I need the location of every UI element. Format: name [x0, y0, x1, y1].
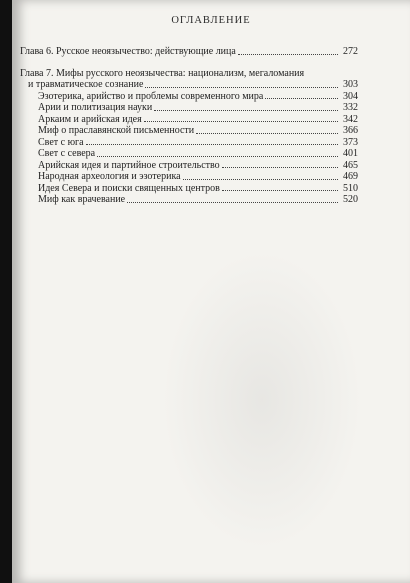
book-page — [12, 0, 410, 583]
dot-leader — [265, 97, 338, 99]
toc-entry-section — [20, 125, 358, 137]
toc-entry-page: 465 — [343, 159, 358, 171]
toc-entry-section — [20, 183, 358, 195]
toc-entry-section — [20, 102, 358, 114]
toc-entry-page: 401 — [343, 148, 358, 159]
toc-entry-label: Миф о праславянской письменности — [38, 125, 195, 136]
toc-entry-label: Аркаим и арийская идея — [38, 113, 142, 125]
dot-leader — [127, 201, 338, 203]
toc-entry-label: Арийская идея и партийное строительство — [38, 159, 220, 171]
toc-entry-chapter-7 — [20, 68, 358, 91]
dot-leader — [86, 143, 338, 145]
toc-entry-section — [20, 91, 358, 103]
toc-entry-page: 303 — [343, 79, 358, 90]
toc-entry-label: Миф как врачевание — [38, 194, 126, 205]
dot-leader — [238, 53, 338, 55]
dot-leader — [222, 166, 338, 168]
toc-entry-section — [20, 114, 358, 126]
table-of-contents — [20, 44, 358, 206]
dot-leader — [144, 120, 338, 122]
toc-entry-label: Эзотерика, арийство и проблемы современного мира — [38, 90, 264, 102]
page-title: ОГЛАВЛЕНИЕ — [171, 15, 251, 26]
toc-entry-label: Свет с севера — [38, 148, 96, 159]
toc-entry-page: 342 — [343, 113, 358, 125]
toc-entry-page: 520 — [343, 194, 358, 205]
toc-entry-page: 304 — [343, 90, 358, 102]
dot-leader — [97, 155, 338, 157]
toc-entry-label: Народная археология и эзотерика — [38, 171, 181, 182]
toc-entry-label-line1: Глава 7. Мифы русского неоязычества: национализм, мегаломания — [20, 67, 305, 79]
toc-entry-label: Идея Севера и поиски священных центров — [38, 182, 220, 194]
toc-entry-page: 469 — [343, 171, 358, 182]
dot-leader — [145, 86, 338, 88]
toc-entry-page: 373 — [343, 136, 358, 148]
toc-entry-page: 332 — [343, 102, 358, 113]
toc-entry-chapter-6 — [20, 46, 358, 58]
toc-entry-section — [20, 171, 358, 183]
toc-entry-chapter-7-line2 — [20, 79, 358, 91]
toc-entry-page: 510 — [343, 182, 358, 194]
dot-leader — [154, 109, 338, 111]
toc-entry-section — [20, 137, 358, 149]
dot-leader — [183, 178, 338, 180]
toc-entry-label-line2: и травматическое сознание — [28, 79, 144, 90]
dot-leader — [222, 189, 338, 191]
toc-entry-section — [20, 194, 358, 206]
toc-entry-page: 366 — [343, 125, 358, 136]
toc-entry-label: Свет с юга — [38, 136, 84, 148]
toc-entry-section — [20, 160, 358, 172]
toc-entry-label: Арии и политизация науки — [38, 102, 153, 113]
toc-entry-section — [20, 148, 358, 160]
toc-entry-label: Глава 6. Русское неоязычество: действующие лица — [20, 46, 236, 57]
toc-entry-page: 272 — [343, 46, 358, 57]
dot-leader — [196, 132, 338, 134]
print-bleed-through — [162, 250, 362, 550]
